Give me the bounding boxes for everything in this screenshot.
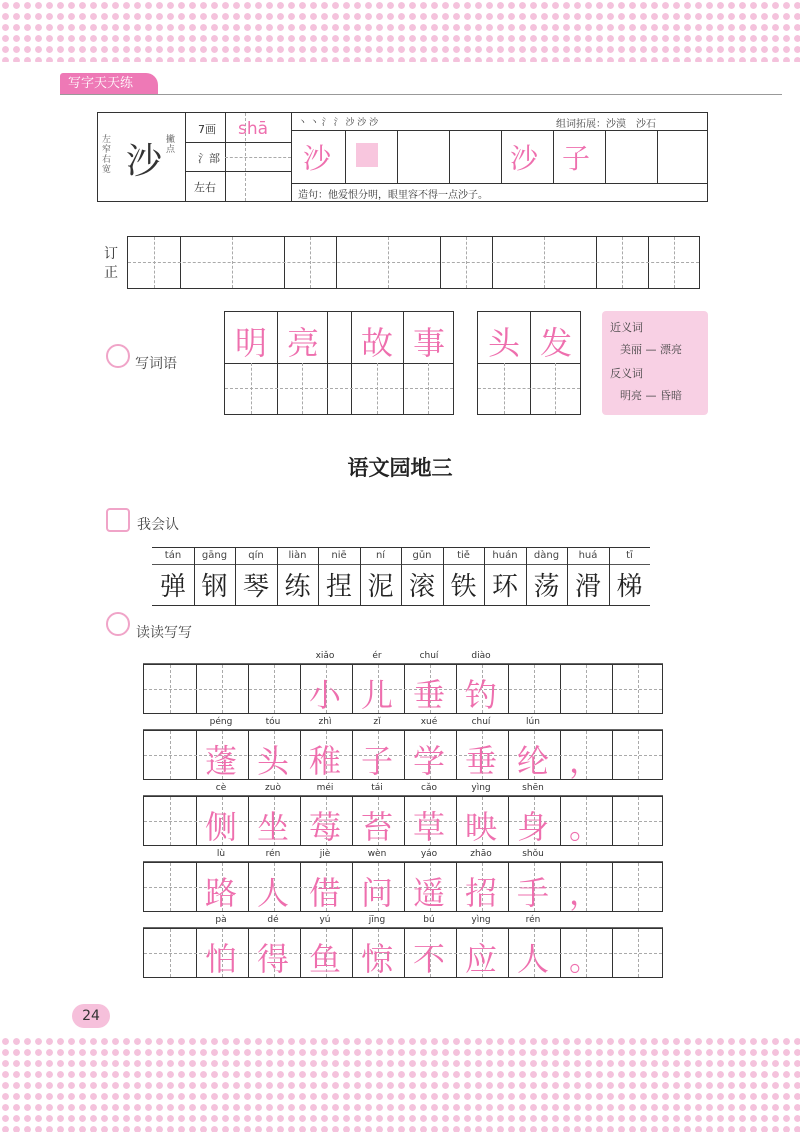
near-pair: 美丽 — 漂亮 [620, 343, 682, 356]
example-sentence: 造句：他爱恨分明，眼里容不得一点沙子。 [298, 190, 488, 201]
radical: 氵部 [198, 152, 220, 165]
poem-char: 儿 [360, 676, 393, 714]
stroke-hint: 撇点 [166, 135, 176, 155]
moon-icon [106, 612, 130, 636]
poem-pinyin: chuí [471, 717, 491, 727]
word-char: 亮 [286, 324, 319, 362]
poem-pinyin: zuò [265, 783, 281, 793]
poem-char: 不 [412, 940, 445, 978]
poem-pinyin: dé [267, 915, 279, 925]
poem-char: 苔 [360, 808, 393, 846]
recognize-pinyin: dàng [533, 550, 560, 561]
word-char: 头 [487, 324, 520, 362]
recognize-char: 琴 [242, 572, 269, 602]
recognize-pinyin: huá [578, 550, 598, 561]
poem-pinyin: lún [526, 717, 540, 727]
structure: 左右 [194, 181, 216, 194]
poem-char: 身 [516, 808, 549, 846]
recognize-char: 铁 [450, 572, 477, 602]
poem-pinyin: zhì [318, 717, 332, 727]
poem-char: 手 [516, 874, 549, 912]
recognize-char: 捏 [325, 572, 352, 602]
stroke-count: 7画 [198, 123, 216, 136]
poem-char: 招 [464, 874, 497, 912]
poem-char: 纶 [516, 742, 549, 780]
poem-pinyin: shēn [522, 783, 544, 793]
recognize-pinyin: niē [331, 550, 347, 561]
poem-char: 侧 [204, 808, 237, 846]
recognize-char: 环 [491, 572, 518, 602]
recognize-char: 梯 [616, 572, 643, 602]
poem-char: 草 [412, 808, 445, 846]
poem-pinyin: rén [525, 915, 541, 925]
word-char: 发 [539, 324, 572, 362]
poem-pinyin: tái [371, 783, 383, 793]
poem-char: ， [568, 874, 601, 912]
correction-grid [127, 236, 700, 289]
word-grid [477, 311, 581, 415]
recognize-char: 泥 [367, 572, 394, 602]
poem-char: 稚 [308, 742, 341, 780]
poem-char: 。 [568, 808, 601, 846]
recognize-strip [152, 547, 650, 606]
poem-char: 人 [256, 874, 289, 912]
page-title: 语文园地三 [347, 455, 453, 480]
poem-char: 莓 [308, 808, 341, 846]
poem-grid [143, 648, 663, 980]
header-tab: 写字天天练 [60, 73, 158, 95]
poem-char: 鱼 [308, 940, 341, 978]
main-character: 沙 [126, 141, 163, 182]
star-icon [106, 508, 130, 532]
correction-label: 正 [104, 265, 118, 281]
poem-pinyin: zǐ [373, 717, 381, 727]
poem-pinyin: lù [216, 849, 226, 859]
top-dot-border [0, 0, 800, 62]
poem-char: 得 [256, 940, 289, 978]
poem-char: 蓬 [204, 742, 237, 780]
recognize-pinyin: gāng [201, 550, 228, 561]
recognize-char: 荡 [533, 572, 560, 602]
poem-pinyin: zhāo [470, 849, 492, 859]
poem-char: 垂 [464, 742, 497, 780]
recognize-char: 弹 [159, 572, 186, 602]
recognize-char: 滑 [574, 572, 601, 602]
poem-pinyin: diào [471, 651, 491, 661]
poem-char: 子 [360, 742, 393, 780]
poem-pinyin: shǒu [522, 849, 544, 859]
practice-char: 子 [562, 142, 591, 175]
correction-label: 订 [104, 246, 118, 262]
recognize-char: 钢 [201, 572, 228, 602]
poem-pinyin: yìng [471, 783, 491, 793]
poem-pinyin: péng [209, 717, 233, 727]
poem-pinyin: cǎo [421, 783, 437, 793]
recognize-pinyin: tiě [457, 550, 470, 561]
poem-pinyin: jīng [368, 915, 386, 925]
anti-title: 反义词 [610, 367, 643, 380]
pinyin: shā [238, 119, 269, 139]
poem-char: 坐 [256, 808, 289, 846]
header-rule [60, 94, 782, 95]
word-char: 明 [234, 324, 267, 362]
words-section-label: 写词语 [135, 356, 177, 372]
recognize-pinyin: huán [492, 550, 518, 561]
poem-pinyin: wèn [367, 849, 387, 859]
poem-pinyin: chuí [419, 651, 439, 661]
poem-pinyin: yú [319, 915, 331, 925]
recognize-pinyin: gǔn [412, 550, 432, 561]
poem-pinyin: pà [215, 915, 227, 925]
poem-char: 头 [256, 742, 289, 780]
read-write-label: 读读写写 [136, 625, 192, 641]
poem-char: 。 [568, 940, 601, 978]
poem-char: 惊 [360, 940, 393, 978]
recognize-pinyin: tán [164, 550, 182, 561]
anti-pair: 明亮 — 昏暗 [620, 389, 682, 402]
recognize-label: 我会认 [137, 517, 179, 533]
poem-pinyin: ér [372, 651, 382, 661]
poem-char: 路 [204, 874, 237, 912]
word-grid [224, 311, 454, 415]
practice-char: 沙 [303, 142, 332, 175]
poem-char: 怕 [204, 940, 237, 978]
poem-pinyin: xiǎo [315, 651, 335, 661]
word-char: 事 [412, 324, 445, 362]
poem-pinyin: yìng [471, 915, 491, 925]
recognize-pinyin: tī [626, 550, 633, 561]
stroke-order: 丶 丶 氵 氵 沙 沙 沙 [298, 118, 379, 128]
recognize-pinyin: ní [375, 550, 386, 561]
word-char: 故 [360, 324, 393, 362]
poem-pinyin: tóu [265, 717, 281, 727]
recognize-pinyin: liàn [288, 550, 307, 561]
structure-label: 左窄右宽 [102, 135, 112, 175]
moon-icon [106, 344, 130, 368]
bottom-dot-border [0, 1036, 800, 1132]
poem-char: 学 [412, 742, 445, 780]
poem-pinyin: jiè [319, 849, 331, 859]
page-number: 24 [72, 1004, 110, 1028]
char-card [97, 112, 708, 202]
poem-pinyin: yáo [420, 849, 438, 859]
poem-char: 小 [308, 676, 341, 714]
poem-char: 借 [308, 874, 341, 912]
poem-char: 映 [464, 808, 497, 846]
poem-pinyin: xué [420, 717, 438, 727]
poem-char: 问 [360, 874, 393, 912]
poem-char: 钓 [464, 676, 497, 714]
recognize-pinyin: qín [248, 550, 264, 561]
poem-pinyin: rén [265, 849, 281, 859]
poem-pinyin: bú [423, 915, 435, 925]
recognize-char: 滚 [408, 572, 435, 602]
poem-char: 人 [516, 940, 549, 978]
near-title: 近义词 [610, 321, 643, 334]
synonym-box [602, 311, 708, 415]
trace-box [356, 143, 378, 167]
poem-char: 遥 [412, 874, 445, 912]
recognize-char: 练 [284, 572, 311, 602]
poem-pinyin: méi [316, 783, 334, 793]
practice-char: 沙 [510, 142, 539, 175]
poem-char: 垂 [412, 676, 445, 714]
poem-char: ， [568, 742, 601, 780]
word-expansion: 组词拓展：沙漠 沙石 [556, 119, 656, 130]
poem-char: 应 [464, 940, 497, 978]
poem-pinyin: cè [215, 783, 227, 793]
